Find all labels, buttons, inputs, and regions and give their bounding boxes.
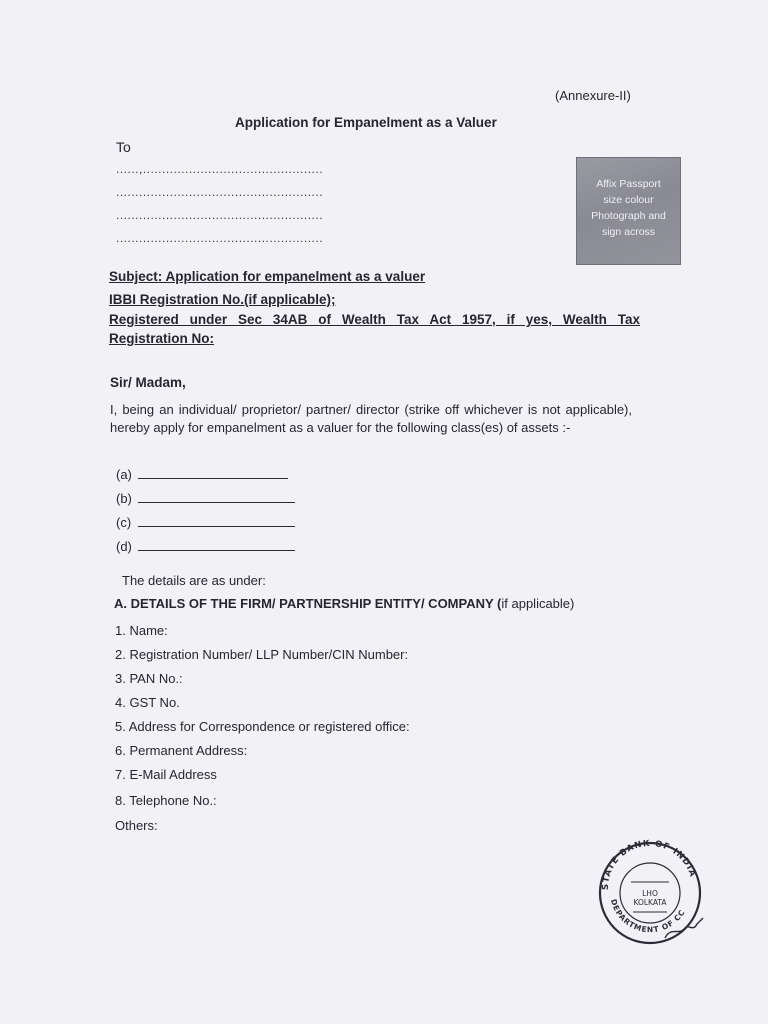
item-pan: 3. PAN No.:	[115, 671, 183, 686]
section-a-suffix: if applicable)	[501, 596, 575, 611]
asset-class-b-label: (b)	[116, 491, 132, 506]
wealth-tax-registration-line: Registered under Sec 34AB of Wealth Tax Act 1957, if yes, Wealth Tax	[109, 312, 640, 327]
address-line-1: ......,...............................................	[116, 162, 324, 176]
photo-label-line-3: Photograph and	[591, 210, 666, 222]
section-a-title: A. DETAILS OF THE FIRM/ PARTNERSHIP ENTITY/ COMPANY (	[114, 596, 502, 611]
svg-text:STATE BANK OF INDIA	[601, 839, 698, 890]
asset-class-d-field[interactable]	[138, 550, 295, 551]
asset-class-b-field[interactable]	[138, 502, 295, 503]
wealth-tax-registration-no: Registration No:	[109, 331, 215, 346]
asset-class-a-field[interactable]	[138, 478, 288, 479]
item-permanent-address: 6. Permanent Address:	[115, 743, 248, 758]
photo-label-line-1: Affix Passport	[596, 178, 661, 190]
ibbi-registration-line: IBBI Registration No.(if applicable);	[109, 292, 336, 307]
section-a-heading	[114, 596, 574, 611]
asset-class-c-label: (c)	[116, 515, 132, 530]
stamp-inner-line-1: LHO	[642, 889, 658, 898]
item-name: 1. Name:	[115, 623, 168, 638]
address-line-3: ......................................................	[116, 208, 324, 222]
stamp-inner-line-2: KOLKATA	[633, 898, 667, 907]
item-correspondence-address: 5. Address for Correspondence or registered office:	[115, 719, 410, 734]
page-title: Application for Empanelment as a Valuer	[235, 115, 497, 130]
asset-class-d-label: (d)	[116, 539, 132, 554]
item-telephone: 8. Telephone No.:	[115, 793, 217, 808]
salutation: Sir/ Madam,	[110, 375, 186, 390]
to-label: To	[116, 139, 131, 155]
application-paragraph: I, being an individual/ proprietor/ partner/ director (strike off whichever is not applicable), hereby apply for empanelment as a valuer for the following class(es) of assets :-	[110, 402, 632, 435]
others-label: Others:	[115, 818, 158, 833]
item-gst: 4. GST No.	[115, 695, 180, 710]
asset-class-c-field[interactable]	[138, 526, 295, 527]
photo-label-line-2: size colour	[603, 194, 654, 206]
annexure-label: (Annexure-II)	[555, 88, 631, 103]
address-line-4: ......................................................	[116, 231, 324, 245]
photo-label-line-4: sign across	[601, 226, 656, 238]
address-line-2: ......................................................	[116, 185, 324, 199]
photo-placeholder-box	[576, 157, 681, 265]
item-registration-number: 2. Registration Number/ LLP Number/CIN Number:	[115, 647, 409, 662]
bank-seal-stamp	[593, 838, 708, 948]
asset-class-a-label: (a)	[116, 467, 132, 482]
subject-line: Subject: Application for empanelment as a valuer	[109, 269, 426, 284]
stamp-bottom-text: DEPARTMENT OF CC	[608, 898, 687, 935]
details-intro: The details are as under:	[122, 573, 266, 588]
stamp-ring-text: STATE BANK OF INDIA	[600, 838, 698, 891]
item-email: 7. E-Mail Address	[115, 767, 217, 782]
